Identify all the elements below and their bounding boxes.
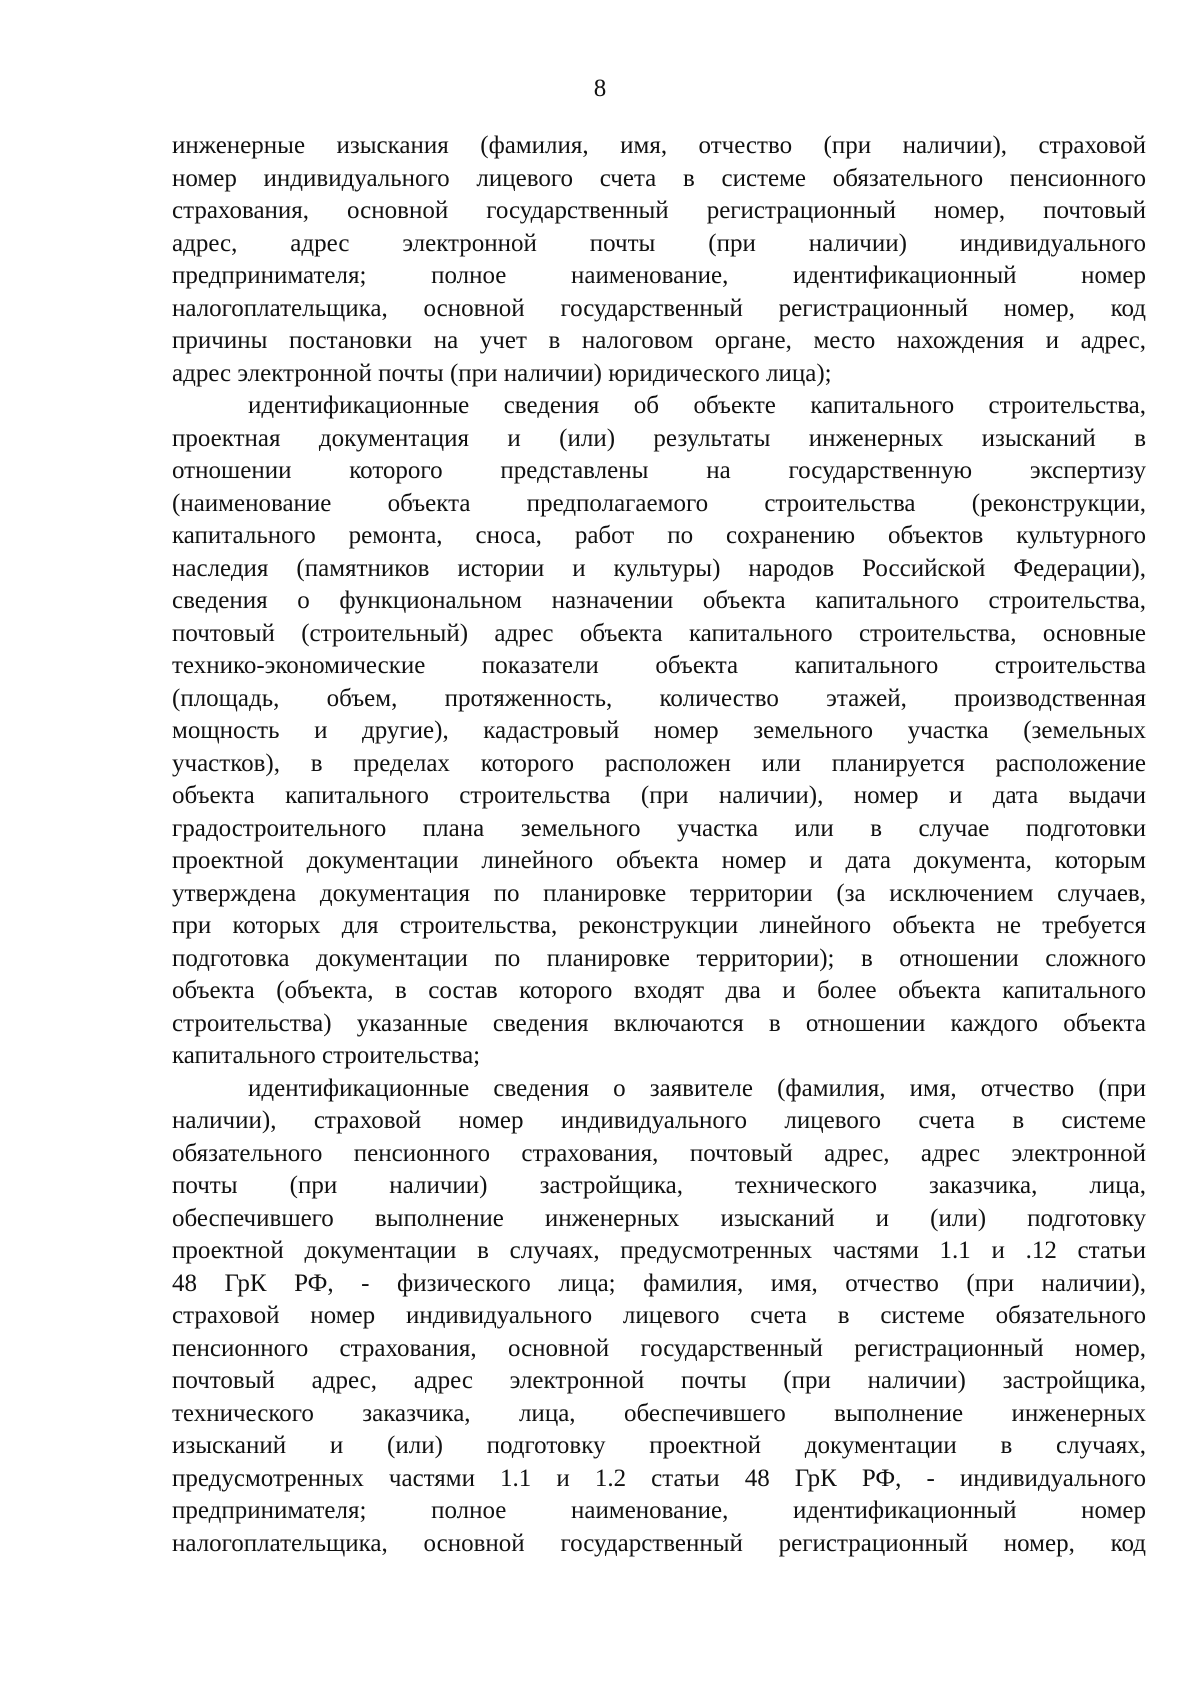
text-line: почтовый адрес, адрес электронной почты (при наличии) застройщика,	[172, 1367, 1146, 1394]
text-line: адрес, адрес электронной почты (при наличии) индивидуального	[172, 229, 1146, 257]
document-body	[172, 130, 1146, 1560]
text-line: технического заказчика, лица, обеспечившего выполнение инженерных	[172, 1399, 1146, 1427]
text-line: почты (при наличии) застройщика, технического заказчика, лица,	[172, 1172, 1146, 1199]
text-line: при которых для строительства, реконструкции линейного объекта не требуется	[172, 912, 1146, 939]
text-line: проектной документации линейного объекта номер и дата документа, которым	[172, 847, 1146, 874]
text-line: градостроительного плана земельного участка или в случае подготовки	[172, 814, 1146, 842]
text-line: инженерные изыскания (фамилия, имя, отчество (при наличии), страховой	[172, 132, 1146, 159]
text-line: идентификационные сведения о заявителе (фамилия, имя, отчество (при	[248, 1074, 1146, 1102]
text-line: проектная документация и (или) результаты инженерных изысканий в	[172, 424, 1146, 452]
text-line: отношении которого представлены на государственную экспертизу	[172, 457, 1146, 484]
text-line: наследия (памятников истории и культуры) народов Российской Федерации),	[172, 554, 1146, 582]
text-line: обеспечившего выполнение инженерных изысканий и (или) подготовку	[172, 1204, 1146, 1232]
text-line: страхования, основной государственный регистрационный номер, почтовый	[172, 197, 1146, 224]
text-line: причины постановки на учет в налоговом органе, место нахождения и адрес,	[172, 327, 1146, 354]
text-line: подготовка документации по планировке территории); в отношении сложного	[172, 944, 1146, 972]
text-line: капитального строительства;	[172, 1042, 481, 1069]
text-line: капитального ремонта, сноса, работ по сохранению объектов культурного	[172, 522, 1146, 549]
text-line: объекта капитального строительства (при наличии), номер и дата выдачи	[172, 782, 1146, 809]
text-line: участков), в пределах которого расположен или планируется расположение	[172, 749, 1146, 777]
text-line: сведения о функциональном назначении объекта капитального строительства,	[172, 587, 1146, 614]
text-line: объекта (объекта, в состав которого входят два и более объекта капитального	[172, 977, 1146, 1004]
text-line: 48 ГрК РФ, - физического лица; фамилия, имя, отчество (при наличии),	[172, 1269, 1146, 1297]
text-line: предпринимателя; полное наименование, идентификационный номер	[172, 262, 1146, 289]
text-line: предусмотренных частями 1.1 и 1.2 статьи 48 ГрК РФ, - индивидуального	[172, 1464, 1146, 1492]
text-line: (наименование объекта предполагаемого строительства (реконструкции,	[172, 489, 1146, 517]
text-line: технико-экономические показатели объекта капитального строительства	[172, 652, 1146, 679]
text-line: мощность и другие), кадастровый номер земельного участка (земельных	[172, 717, 1146, 744]
text-line: номер индивидуального лицевого счета в системе обязательного пенсионного	[172, 164, 1146, 192]
page-number: 8	[593, 75, 607, 102]
text-line: наличии), страховой номер индивидуального лицевого счета в системе	[172, 1107, 1146, 1134]
text-line: страховой номер индивидуального лицевого счета в системе обязательного	[172, 1302, 1146, 1329]
text-line: утверждена документация по планировке территории (за исключением случаев,	[172, 879, 1146, 907]
text-line: почтовый (строительный) адрес объекта капитального строительства, основные	[172, 619, 1146, 647]
text-line: предпринимателя; полное наименование, идентификационный номер	[172, 1497, 1146, 1524]
text-line: обязательного пенсионного страхования, почтовый адрес, адрес электронной	[172, 1139, 1146, 1167]
text-line: идентификационные сведения об объекте капитального строительства,	[248, 392, 1146, 419]
text-line: налогоплательщика, основной государственный регистрационный номер, код	[172, 1529, 1146, 1557]
text-line: пенсионного страхования, основной государственный регистрационный номер,	[172, 1334, 1146, 1362]
text-line: налогоплательщика, основной государственный регистрационный номер, код	[172, 294, 1146, 322]
text-line: строительства) указанные сведения включаются в отношении каждого объекта	[172, 1009, 1146, 1037]
text-line: изысканий и (или) подготовку проектной документации в случаях,	[172, 1432, 1146, 1459]
text-line: (площадь, объем, протяженность, количество этажей, производственная	[172, 684, 1146, 712]
text-line: проектной документации в случаях, предусмотренных частями 1.1 и .12 статьи	[172, 1237, 1146, 1264]
text-line: адрес электронной почты (при наличии) юридического лица);	[172, 359, 832, 387]
